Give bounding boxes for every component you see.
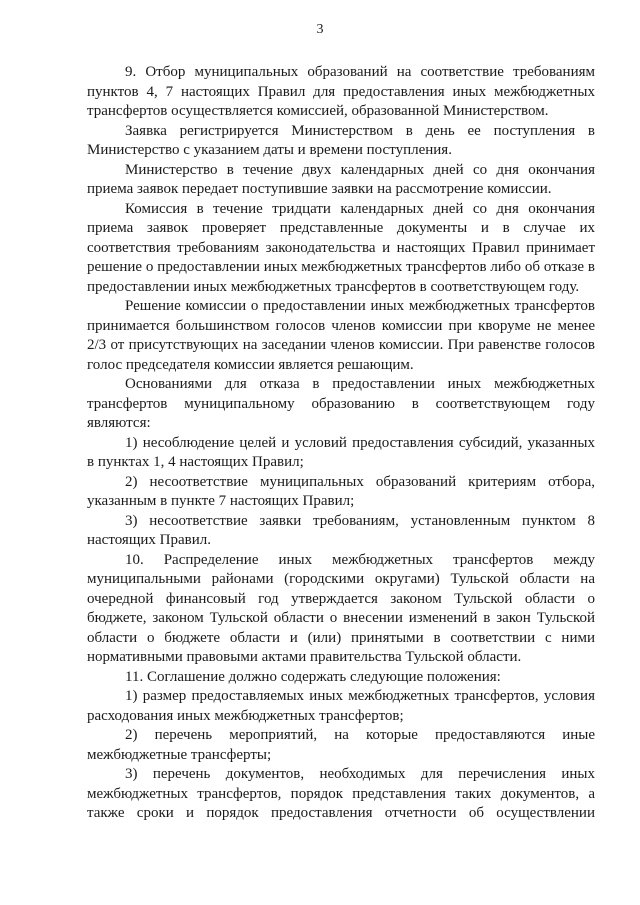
paragraph-refusal-grounds: Основаниями для отказа в предоставлении иных межбюджетных трансфертов муниципальному образованию в соответствующем году являются: — [87, 376, 595, 431]
list-item-agreement-3: 3) перечень документов, необходимых для перечисления иных межбюджетных трансфертов, порядок представления таких документов, а также сроки и порядок предоставления отчетности об осуществлении — [87, 766, 595, 821]
document-body — [87, 63, 595, 824]
list-item-refusal-3: 3) несоответствие заявки требованиям, установленным пунктом 8 настоящих Правил. — [87, 512, 595, 548]
list-item-refusal-2: 2) несоответствие муниципальных образований критериям отбора, указанным в пункте 7 настоящих Правил; — [87, 473, 595, 509]
paragraph-10-distribution: 10. Распределение иных межбюджетных трансфертов между муниципальными районами (городскими округами) Тульской области на очередной финансовый год утверждается законом Тульской области о бюджете, законом Тульской области о внесении изменений в закон Тульской области о бюджете области и (или) принятыми в соответствии с ними нормативными правовыми актами правительства Тульской области. — [87, 551, 595, 665]
paragraph-application-transfer: Министерство в течение двух календарных дней со дня окончания приема заявок передает поступившие заявки на рассмотрение комиссии. — [87, 161, 595, 197]
paragraph-commission-review: Комиссия в течение тридцати календарных дней со дня окончания приема заявок проверяет представленные документы и в случае их соответствия требованиям законодательства и настоящих Правил принимает решение о предоставлении иных межбюджетных трансфертов либо об отказе в предоставлении иных межбюджетных трансфертов в соответствующем году. — [87, 200, 595, 295]
page-number: 3 — [316, 22, 324, 37]
paragraph-9-selection: 9. Отбор муниципальных образований на соответствие требованиям пунктов 4, 7 настоящих Правил для предоставления иных межбюджетных трансфертов осуществляется комиссией, образованной Министерством. — [87, 64, 595, 119]
list-item-refusal-1: 1) несоблюдение целей и условий предоставления субсидий, указанных в пунктах 1, 4 настоящих Правил; — [87, 434, 595, 470]
paragraph-commission-decision: Решение комиссии о предоставлении иных межбюджетных трансфертов принимается большинством голосов членов комиссии при кворуме не менее 2/3 от присутствующих на заседании членов комиссии. При равенстве голосов голос председателя комиссии является решающим. — [87, 298, 595, 373]
list-item-agreement-2: 2) перечень мероприятий, на которые предоставляются иные межбюджетные трансферты; — [87, 727, 595, 763]
paragraph-11-agreement: 11. Соглашение должно содержать следующие положения: — [125, 668, 501, 685]
paragraph-application-registration: Заявка регистрируется Министерством в день ее поступления в Министерство с указанием даты и времени поступления. — [87, 122, 595, 158]
list-item-agreement-1: 1) размер предоставляемых иных межбюджетных трансфертов, условия расходования иных межбюджетных трансфертов; — [87, 688, 595, 724]
